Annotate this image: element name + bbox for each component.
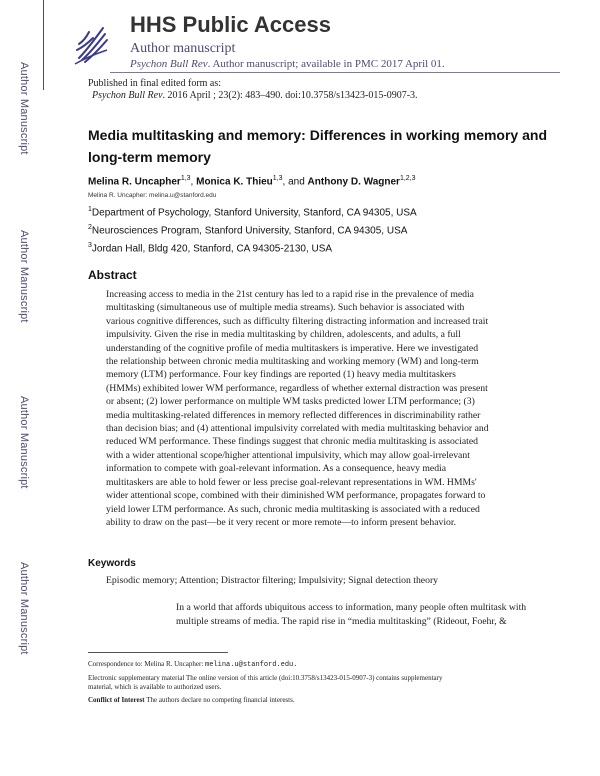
abstract-heading: Abstract: [88, 268, 137, 282]
paper-title: Media multitasking and memory: Differences in working memory and long-term memory: [88, 127, 547, 165]
sidebar-label-3: Author Manuscript: [18, 396, 30, 489]
intro-paragraph: [176, 601, 560, 629]
abstract-line: wider attentional scope, combined with their diminished WM performance, propagates forward to: [106, 490, 486, 502]
correspondence-label: Correspondence to: Melina R. Uncapher:: [88, 660, 206, 668]
publication-note: [88, 78, 418, 102]
affiliation-1: [88, 206, 417, 218]
author-manuscript-label: Author manuscript: [130, 41, 236, 56]
availability-line: [130, 58, 445, 70]
citation-details: . 2016 April ; 23(2): 483–490. doi:10.3758/s13423-015-0907-3.: [162, 90, 418, 101]
abstract-line: multitasking (simultaneous use of multiple media streams). Such behavior is associated with: [106, 302, 465, 314]
author-separator: , and: [282, 176, 308, 188]
author-name: Anthony D. Wagner: [307, 176, 400, 188]
sidebar-rule: [43, 0, 44, 90]
sidebar-label-2: Author Manuscript: [18, 230, 30, 323]
corresponding-author-short: Melina R. Uncapher: melina.u@stanford.edu: [88, 192, 217, 199]
abstract-line: than decision bias; and (4) attentional impulsivity correlated with media multitasking behavior and: [106, 423, 489, 435]
abstract-line: Increasing access to media in the 21st century has led to a rapid rise in the prevalence of media: [106, 289, 474, 300]
correspondence-email: melina.u@stanford.edu.: [205, 661, 298, 669]
abstract-line: (HMMs) exhibited lower WM performance, regardless of whether external distraction was present: [106, 382, 488, 394]
conflict-footnote: [88, 696, 560, 705]
hhs-eagle-logo-icon: [73, 20, 109, 66]
abstract-line: ability to draw on the past—be it very recent or more remote—to inform present behavior.: [106, 516, 456, 528]
abstract-line: media multitasking-related differences in memory reflected differences in discriminability rather: [106, 409, 481, 421]
author-separator: ,: [190, 176, 197, 188]
intro-line: In a world that affords ubiquitous access to information, many people often multitask with: [176, 602, 527, 613]
abstract-line: with a wider attentional scope/higher attentional impulsivity, which may allow goal-irrelevant: [106, 449, 470, 461]
footnotes: [88, 660, 560, 709]
affiliation-2: [88, 224, 407, 236]
sidebar-label-1: Author Manuscript: [18, 62, 30, 155]
published-label: Published in final edited form as:: [88, 78, 222, 89]
author-name: Melina R. Uncapher: [88, 176, 181, 188]
abstract-line: or absent; (2) lower performance on multiple WM tasks predicted lower LTM performance; (3): [106, 396, 475, 408]
journal-name: Psychon Bull Rev: [130, 58, 208, 70]
hhs-public-access-title: HHS Public Access: [130, 12, 331, 37]
affiliation-sup: 2: [88, 224, 92, 231]
abstract-line: yield lower LTM performance. As such, chronic media multitasking is associated with a reduced: [106, 503, 480, 515]
intro-line: multiple streams of media. The rapid rise in “media multitasking” (Rideout, Foehr, &: [176, 616, 507, 627]
author-sup: 1,3: [272, 175, 283, 182]
correspondence-footnote: [88, 660, 560, 670]
author-sup: 1,3: [180, 175, 191, 182]
affiliation-text: Jordan Hall, Bldg 420, Stanford, CA 94305-2130, USA: [91, 243, 333, 255]
keywords-heading: Keywords: [88, 558, 136, 569]
supplementary-footnote: [88, 674, 560, 692]
affiliation-text: Neurosciences Program, Stanford University, Stanford, CA 94305, USA: [91, 225, 408, 237]
abstract-line: reduced WM performance. These findings suggest that chronic media multitasking is associated: [106, 436, 478, 448]
affiliation-sup: 3: [88, 242, 92, 249]
publication-citation: [88, 90, 418, 102]
left-sidebar: [0, 0, 46, 776]
abstract-body: [106, 288, 558, 529]
affiliation-text: Department of Psychology, Stanford University, Stanford, CA 94305, USA: [91, 207, 417, 219]
supplementary-line: material, which is available to authorized users.: [88, 683, 222, 691]
sidebar-label-4: Author Manuscript: [18, 562, 30, 655]
abstract-line: memory (LTM) performance. Four key findings are reported (1) heavy media multitaskers: [106, 369, 456, 381]
conflict-text: The authors declare no competing financial interests.: [144, 696, 295, 704]
supplementary-line: Electronic supplementary material The online version of this article (doi:10.3758/s13423-015-0907-3) contains supplementary: [88, 674, 443, 682]
affiliation-3: [88, 242, 332, 254]
abstract-line: impulsivity. Given the rise in media multitasking by children, adolescents, and adults, a full: [106, 329, 461, 341]
abstract-line: understanding of the cognitive profile of media multitaskers is imperative. Here we investigated: [106, 342, 479, 354]
affiliation-sup: 1: [88, 206, 92, 213]
conflict-label: Conflict of Interest: [88, 696, 145, 704]
abstract-line: various cognitive differences, such as difficulty filtering distracting information and increased trait: [106, 315, 489, 327]
citation-journal: Psychon Bull Rev: [92, 90, 163, 101]
abstract-line: multitaskers are able to hold fewer or less precise goal-relevant representations in WM. HMMs': [106, 476, 477, 488]
author-name: Monica K. Thieu: [196, 176, 273, 188]
footnote-rule: [88, 652, 228, 653]
header-rule: [110, 72, 560, 73]
abstract-line: the relationship between chronic media multitasking and working memory (WM) and long-term: [106, 356, 479, 368]
availability-text: . Author manuscript; available in PMC 2017 April 01.: [207, 58, 445, 70]
abstract-line: information to compete with goal-relevant information. As a consequence, heavy media: [106, 463, 447, 475]
author-list: [88, 175, 416, 187]
keywords-text: Episodic memory; Attention; Distractor filtering; Impulsivity; Signal detection theory: [106, 575, 439, 586]
author-sup: 1,2,3: [399, 175, 416, 182]
